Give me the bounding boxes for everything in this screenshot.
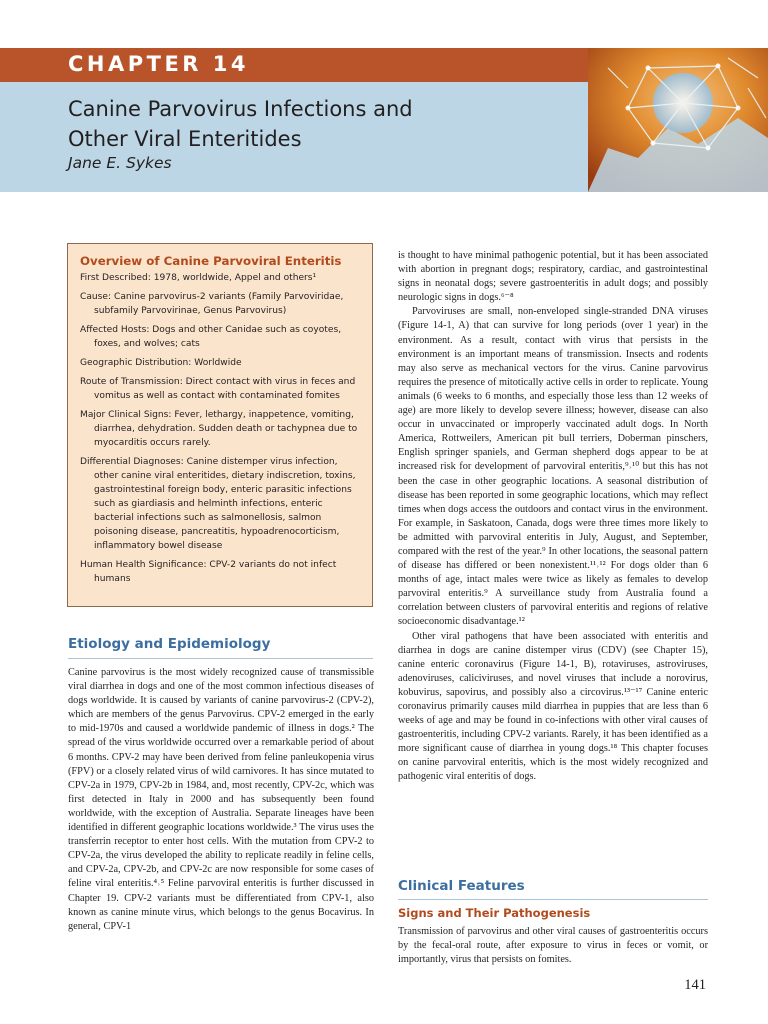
- overview-entry: Differential Diagnoses: Canine distemper virus infection, other canine viral enteritides, dietary indiscretion, toxins, gastrointestinal foreign body, enteric parasitic infections such as giardiasis and helminth infections, enteric bacterial infections such as salmonellosis, salmon poisoning disease, pancreatitis, hypoadrenocorticism, inflammatory bowel disease: [80, 457, 356, 551]
- overview-entry: Route of Transmission: Direct contact with virus in feces and vomitus as well as contact with contaminated fomites: [80, 377, 356, 401]
- subsection-heading-signs: Signs and Their Pathogenesis: [398, 906, 591, 920]
- overview-entry: Geographic Distribution: Worldwide: [80, 358, 242, 368]
- paragraph: Other viral pathogens that have been associated with enteritis and diarrhea in dogs are canine distemper virus (CDV) (see Chapter 15), canine enteric coronavirus (Figure 14-1, B), rotaviruses, astroviruses, adenoviruses, caliciviruses, and novel viruses that include a norovirus, kobuvirus, sapovirus, and possibly also a circovirus.¹³⁻¹⁷ Canine enteric coronavirus primarily causes mild diarrhea in puppies that are less than 6 weeks of age and may be found in co-infections with other viral causes of gastroenteritis, including CPV-2 variants. Rarely, it has been identified as a more significant cause of diarrhea in young dogs.¹⁸ This chapter focuses on canine parvoviral enteritis, which is the most widely recognized and pathogenic viral enteritis of dogs.: [398, 630, 708, 783]
- virus-illustration: [588, 48, 768, 192]
- chapter-label: CHAPTER 14: [68, 52, 250, 76]
- paragraph: Canine parvovirus is the most widely recognized cause of transmissible viral diarrhea in dogs and one of the most common infectious diseases of dogs worldwide. It is caused by variants of canine parvovirus-2 (CPV-2), which are members of the genus Parvovirus. CPV-2 emerged in the early to mid-1970s and caused a worldwide pandemic of illness in dogs.² The spread of the virus worldwide occurred over a remarkable period of about 6 months. CPV-2 may have been derived from feline panleukopenia virus (FPV) or a closely related virus of wild carnivores. It has since mutated to CPV-2a in 1979, CPV-2b in 1984, and, most recently, CPV-2c, which was first detected in Italy in 2000 and has subsequently been found worldwide, with the exception of Australia. Separate lineages have been identified in different geographic locations worldwide.³ The virus uses the transferrin receptor to enter host cells. With the mutation from CPV-2 to CPV-2a, the virus developed the ability to replicate readily in feline cells, and CPV-2a, CPV-2b, and CPV-2c are now responsible for some cases of feline viral enteritis.⁴˒⁵ Feline parvoviral enteritis is further discussed in Chapter 19. CPV-2 variants must be differentiated from CPV-1, also known as canine minute virus, which belongs to the genus Bocavirus. In general, CPV-1: [68, 667, 374, 932]
- chapter-title-line-2: Other Viral Enteritides: [68, 127, 302, 151]
- section-rule: [398, 899, 708, 900]
- chapter-title-line-1: Canine Parvovirus Infections and: [68, 97, 413, 121]
- section-rule: [68, 658, 373, 659]
- right-column-lower: [398, 925, 708, 967]
- overview-entry: Human Health Significance: CPV-2 variants do not infect humans: [80, 560, 337, 584]
- overview-entry: Affected Hosts: Dogs and other Canidae such as coyotes, foxes, and wolves; cats: [80, 325, 342, 349]
- paragraph: Transmission of parvovirus and other viral causes of gastroenteritis occurs by the fecal-oral route, after exposure to virus in feces or vomit, or importantly, virus that persists on fomites.: [398, 926, 708, 966]
- section-heading-etiology: Etiology and Epidemiology: [68, 636, 271, 652]
- paragraph: Parvoviruses are small, non-enveloped single-stranded DNA viruses (Figure 14-1, A) that can survive for long periods (over 1 year) in the environment. As a result, contact with virus that persists in the environment is an important means of transmission. Insects and rodents may also serve as mechanical vectors for the virus. Canine parvovirus requires the presence of mitotically active cells in order to replicate. Young animals (6 weeks to 6 months, and especially those less than 12 weeks of age) are more likely to develop severe illness; however, disease can also occur in unvaccinated or improperly vaccinated adult dogs. In North America, Rottweilers, American pit bull terriers, Doberman pinschers, English springer spaniels, and German shepherd dogs appear to be at increased risk for development of parvoviral enteritis,⁹˒¹⁰ but this has not been the case in other geographic locations. A seasonal distribution of disease has been reported in some geographic locations, which may reflect times when dogs access the outdoors and contact virus in the environment. For example, in Saskatoon, Canada, dogs were three times more likely to be admitted with parvoviral enteritis in July, August, and September, compared with the rest of the year.⁹ In other locations, the seasonal pattern of disease has differed or been nonexistent.¹¹˒¹² For dogs older than 6 months of age, intact males were twice as likely as females to develop parvoviral enteritis.⁹ A surveillance study from Australia found a correlation between clusters of parvoviral enteritis and regions of relative socioeconomic disadvantage.¹²: [398, 306, 708, 628]
- paragraph: is thought to have minimal pathogenic potential, but it has been associated with abortion in pregnant dogs; respiratory, cardiac, and gastrointestinal signs in neonatal dogs; severe gastroenteritis in adult dogs; and possibly neurologic signs in dogs.⁶⁻⁸: [398, 250, 708, 304]
- overview-entry: Cause: Canine parvovirus-2 variants (Family Parvoviridae, subfamily Parvovirinae, Genus Parvovirus): [80, 292, 344, 316]
- page-number: 141: [684, 977, 706, 993]
- overview-box: [67, 243, 373, 607]
- left-column: [68, 666, 374, 934]
- right-column: [398, 249, 708, 785]
- overview-title: Overview of Canine Parvoviral Enteritis: [80, 254, 342, 268]
- section-heading-clinical: Clinical Features: [398, 878, 525, 894]
- chapter-author: Jane E. Sykes: [68, 154, 172, 172]
- overview-entry: Major Clinical Signs: Fever, lethargy, inappetence, vomiting, diarrhea, dehydration. Sudden death or tachypnea due to myocarditis occurs rarely.: [80, 410, 358, 448]
- overview-entry: First Described: 1978, worldwide, Appel and others¹: [80, 273, 317, 283]
- chapter-title: [68, 94, 413, 154]
